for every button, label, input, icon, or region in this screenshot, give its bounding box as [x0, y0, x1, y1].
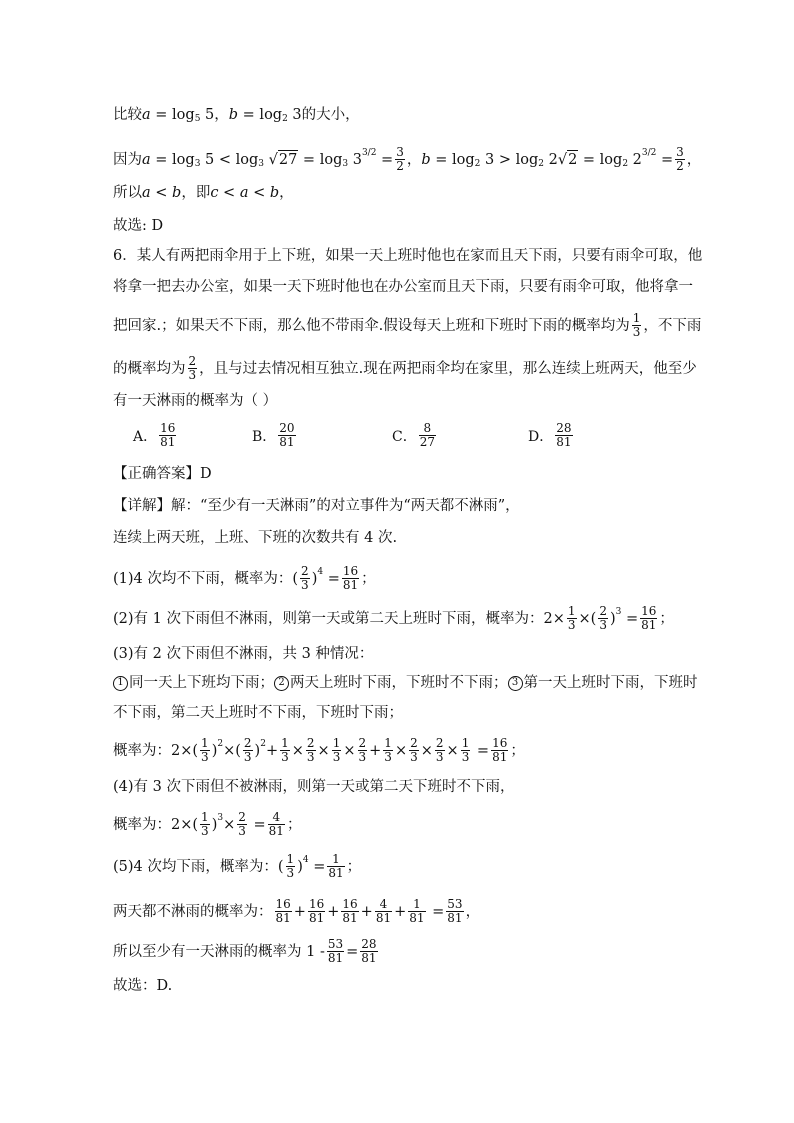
case-3-items: 1 同一天上下班均下雨； 2 两天上班时下雨，下班时不下雨； 3 第一天上班时下雨，下班时 — [113, 674, 698, 692]
question-line-5: 有一天淋雨的概率为（ ） — [113, 393, 278, 409]
case-3-items-2: 不下雨，第二天上班时不下雨，下班时下雨； — [113, 705, 403, 721]
intro-line-2: 因为 a = log 3 5 < log 3 √ 27 = log 3 3 3/2 = $\frac{3}{2}$ ， b = log 2 3 > log 2 2√ 2 = log 2 2 3/2 = $\frac{3}{2}$ ， — [113, 145, 702, 173]
question-line-1: 6．某人有两把雨伞用于上下班，如果一天上班时他也在家而且天下雨，只要有雨伞可取，他 — [113, 248, 703, 264]
intro-line-1: 比较 a = log 5 5， b = log 2 3的大小， — [113, 107, 360, 124]
question-line-3: 把回家.；如果天不下雨，那么他不带雨伞.假设每天上班和下班时下雨的概率均为 $\frac{1}{3}$ ，不下雨 — [113, 311, 702, 339]
end-line: 故选：D. — [113, 978, 173, 994]
sum-line: 两天都不淋雨的概率为： $\frac{16}{81}$ + $\frac{16}{81}$ + $\frac{16}{81}$ + $\frac{4}{81}$ + $\frac{1}{81}$ = $\frac{53}{81}$ ， — [113, 897, 481, 925]
case-1: (1)4 次均不下雨，概率为： ( $\frac{2}{3}$ ) 4 = $\frac{16}{81}$ ； — [113, 564, 376, 592]
option-d[interactable]: D． $\frac{28}{81}$ — [528, 421, 572, 449]
final-line: 所以至少有一天淋雨的概率为 1 - $\frac{53}{81}$ = $\frac{28}{81}$ — [113, 937, 377, 965]
case-4: (4)有 3 次下雨但不被淋雨，则第一天或第二天下班时不下雨， — [113, 779, 515, 795]
intro-line-4: 故选: D — [113, 218, 164, 234]
case-2: (2)有 1 次下雨但不淋雨，则第一天或第二天上班时下雨，概率为： 2× $\frac{1}{3}$ ×( $\frac{2}{3}$ ) 3 = $\frac{16}{81}$ ； — [113, 604, 674, 632]
question-line-4: 的概率均为 $\frac{2}{3}$ ，且与过去情况相互独立.现在两把雨伞均在家里，那么连续上班两天，他至少 — [113, 354, 697, 382]
option-c[interactable]: C． $\frac{8}{27}$ — [392, 421, 435, 449]
case-3-prob: 概率为： 2×( $\frac{1}{3}$ ) 2 ×( $\frac{2}{3}$ ) 2 + $\frac{1}{3}$ × $\frac{2}{3}$ × $\frac{1}{3}$ × $\frac{2}{3}$ + $\frac{1}{3}$ × $\frac{2}{3}$ × $\frac{2}{3}$ × $\frac{1}{3}$ = $\frac{16}{81}$ ； — [113, 736, 525, 764]
intro-line-3: 所以 a < b ，即 c < a < b ， — [113, 185, 294, 201]
detail-line-a: 【详解】解：“至少有一天淋雨”的对立事件为“两天都不淋雨”， — [113, 498, 520, 514]
option-a[interactable]: A． $\frac{16}{81}$ — [133, 421, 176, 449]
case-4-prob: 概率为： 2×( $\frac{1}{3}$ ) 3 × $\frac{2}{3}$ = $\frac{4}{81}$ ； — [113, 810, 302, 838]
case-3: (3)有 2 次下雨但不淋雨，共 3 种情况： — [113, 646, 374, 662]
case-5: (5)4 次均下雨，概率为： ( $\frac{1}{3}$ ) 4 = $\frac{1}{81}$ ； — [113, 852, 362, 880]
question-line-2: 将拿一把去办公室，如果一天下班时他也在办公室而且天下雨，只要有雨伞可取，他将拿一 — [113, 279, 693, 295]
detail-line-b: 连续上两天班，上班、下班的次数共有 4 次. — [113, 530, 398, 546]
option-b[interactable]: B． $\frac{20}{81}$ — [252, 421, 295, 449]
answer-label: 【正确答案】D — [113, 466, 212, 482]
